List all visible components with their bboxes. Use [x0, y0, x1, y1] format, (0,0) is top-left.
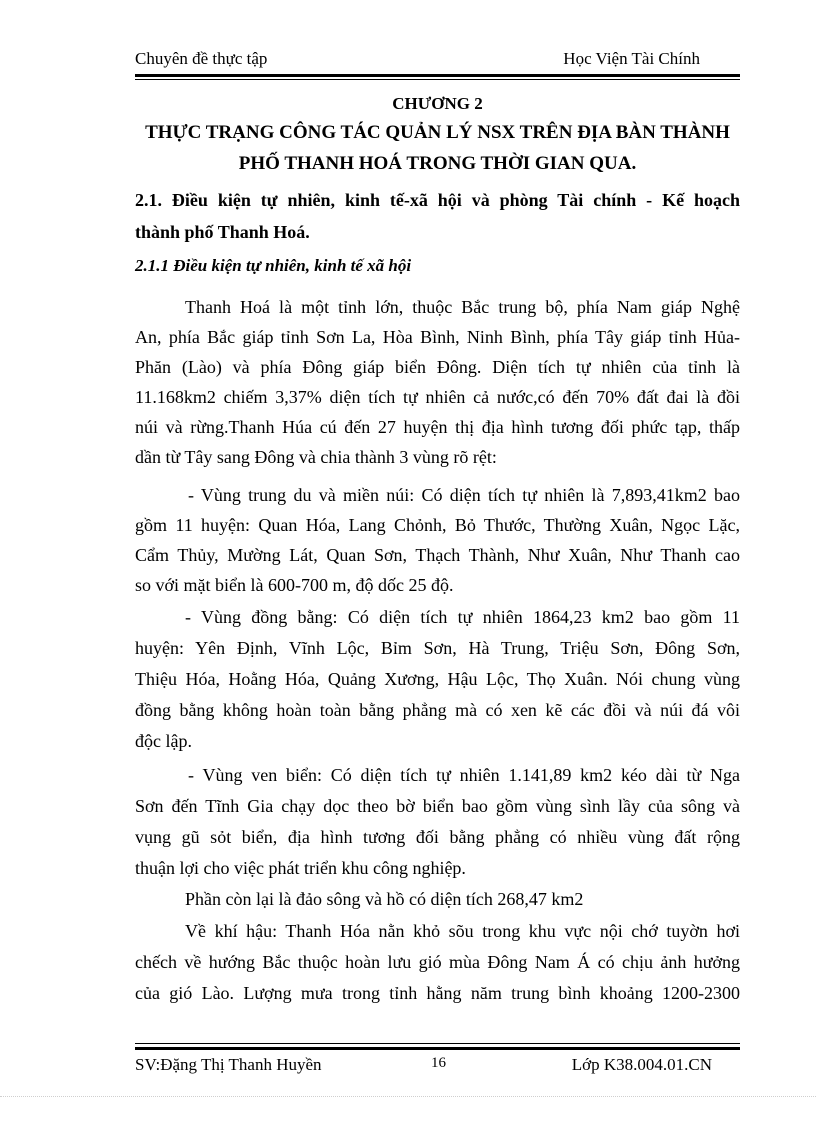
- paragraph-line: Về khí hậu: Thanh Hóa nằn khỏ sõu trong khu vực nội chớ tuyờn hơi: [185, 921, 740, 941]
- footer-student-name: SV:Đặng Thị Thanh Huyền: [135, 1055, 322, 1074]
- paragraph-line: Phần còn lại là đảo sông và hồ có diện tích 268,47 km2: [185, 889, 584, 909]
- page-footer: [135, 1055, 740, 1077]
- paragraph-line: vụng gũ sỏt biển, địa hình tương đối bằng phẳng có nhiều vùng đất rộng: [135, 827, 740, 847]
- paragraph-line: gồm 11 huyện: Quan Hóa, Lang Chỏnh, Bỏ Thước, Thường Xuân, Ngọc Lặc,: [135, 515, 740, 535]
- header-title-left: Chuyên đề thực tập: [135, 49, 268, 68]
- paragraph-line: dần từ Tây sang Đông và chia thành 3 vùng rõ rệt:: [135, 447, 497, 467]
- page-header: [135, 49, 740, 73]
- footer-rule-thin: [135, 1043, 740, 1044]
- section-heading-line-2: thành phố Thanh Hoá.: [135, 222, 310, 242]
- paragraph-line: Sơn đến Tĩnh Gia chạy dọc theo bờ biển bao gồm vùng sình lầy của sông và: [135, 796, 740, 816]
- paragraph-line: - Vùng ven biển: Có diện tích tự nhiên 1.141,89 km2 kéo dài từ Nga: [188, 765, 740, 785]
- paragraph-line: chếch về hướng Bắc thuộc hoàn lưu gió mùa Đông Nam Á có chịu ảnh hưởng: [135, 952, 740, 972]
- header-rule-thick: [135, 74, 740, 77]
- header-rule-thin: [135, 79, 740, 80]
- subsection-heading: 2.1.1 Điều kiện tự nhiên, kinh tế xã hội: [135, 256, 412, 275]
- paragraph-line: Cẩm Thủy, Mường Lát, Quan Sơn, Thạch Thành, Như Xuân, Như Thanh cao: [135, 545, 740, 565]
- paragraph-line: Thiệu Hóa, Hoằng Hóa, Quảng Xương, Hậu Lộc, Thọ Xuân. Nói chung vùng: [135, 669, 740, 689]
- paragraph-line: độc lập.: [135, 731, 192, 751]
- paragraph-line: so với mặt biển là 600-700 m, độ dốc 25 độ.: [135, 575, 454, 595]
- footer-rule-thick: [135, 1047, 740, 1050]
- header-title-right: Học Viện Tài Chính: [563, 49, 700, 68]
- paragraph-line: núi và rừng.Thanh Húa cú đến 27 huyện thị địa hình tương đối phức tạp, thấp: [135, 417, 740, 437]
- footer-class-code: Lớp K38.004.01.CN: [571, 1055, 712, 1074]
- paragraph-line: huyện: Yên Định, Vĩnh Lộc, Bỉm Sơn, Hà Trung, Triệu Sơn, Đông Sơn,: [135, 638, 740, 658]
- paragraph-line: đồng bằng không hoàn toàn bằng phẳng mà có xen kẽ các đồi và núi đá vôi: [135, 700, 740, 720]
- section-heading-line-1: 2.1. Điều kiện tự nhiên, kinh tế-xã hội và phòng Tài chính - Kế hoạch: [135, 190, 740, 210]
- paragraph-line: An, phía Bắc giáp tỉnh Sơn La, Hòa Bình, Ninh Bình, phía Tây giáp tỉnh Hủa-: [135, 327, 740, 347]
- page-break-dotted-line: [0, 1096, 816, 1097]
- paragraph-line: Thanh Hoá là một tỉnh lớn, thuộc Bắc trung bộ, phía Nam giáp Nghệ: [185, 297, 740, 317]
- page-number: 16: [431, 1055, 446, 1071]
- chapter-title-line-1: THỰC TRẠNG CÔNG TÁC QUẢN LÝ NSX TRÊN ĐỊA BÀN THÀNH: [145, 122, 730, 143]
- paragraph-line: 11.168km2 chiếm 3,37% diện tích tự nhiên cả nước,có đến 70% đất đai là đồi: [135, 387, 740, 407]
- paragraph-line: Phăn (Lào) và phía Đông giáp biển Đông. Diện tích tự nhiên của tỉnh là: [135, 357, 740, 377]
- chapter-label: CHƯƠNG 2: [392, 94, 483, 113]
- paragraph-line: - Vùng đồng bằng: Có diện tích tự nhiên 1864,23 km2 bao gồm 11: [185, 607, 740, 627]
- paragraph-line: thuận lợi cho việc phát triển khu công nghiệp.: [135, 858, 466, 878]
- paragraph-line: của gió Lào. Lượng mưa trong tỉnh hằng năm trung bình khoảng 1200-2300: [135, 983, 740, 1003]
- chapter-title-line-2: PHỐ THANH HOÁ TRONG THỜI GIAN QUA.: [238, 153, 637, 174]
- paragraph-line: - Vùng trung du và miền núi: Có diện tích tự nhiên là 7,893,41km2 bao: [188, 485, 740, 505]
